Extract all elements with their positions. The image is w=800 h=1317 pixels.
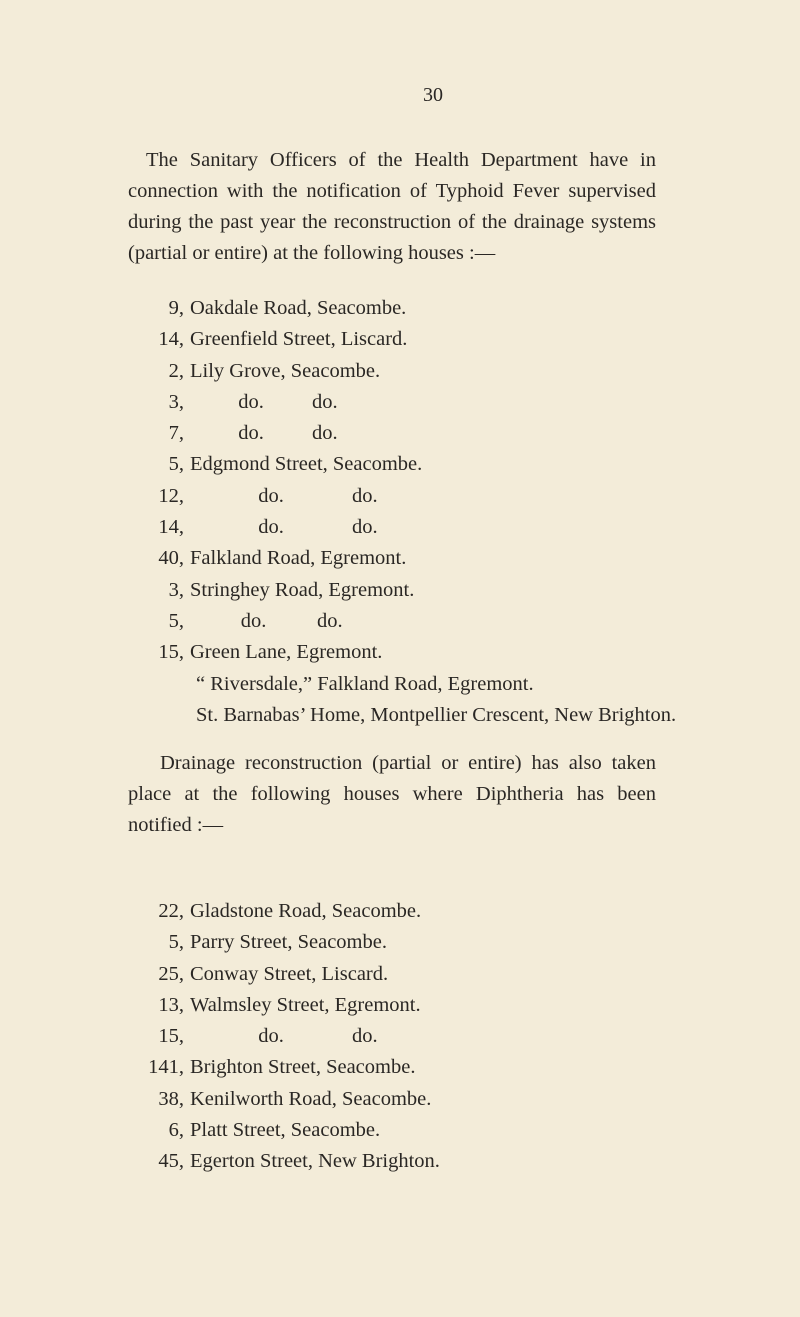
house-number: 12,: [158, 484, 184, 507]
address: Conway Street, Liscard.: [190, 962, 389, 985]
address: Greenfield Street, Liscard.: [190, 328, 408, 351]
list-item: [128, 575, 688, 606]
address: Kenilworth Road, Seacombe.: [190, 1087, 432, 1110]
house-number: 40,: [158, 547, 184, 570]
address: Green Lane, Egremont.: [190, 641, 383, 664]
address: Lily Grove, Seacombe.: [190, 359, 381, 382]
list-item: [128, 1146, 688, 1177]
house-number: 2,: [168, 359, 184, 382]
page-number: 30: [423, 84, 443, 106]
typhoid-paragraph-text: The Sanitary Officers of the Health Department have in connection with the notification of Typhoid Fever supervised during the past year the reconstruction of the drainage systems (partial or entire) at the following houses :—: [128, 149, 656, 264]
ditto-mark: do.: [352, 484, 378, 507]
list-item: [128, 896, 688, 927]
address: Edgmond Street, Seacombe.: [190, 453, 423, 476]
list-item: [128, 356, 688, 387]
house-number: 22,: [158, 900, 184, 922]
address: Stringhey Road, Egremont.: [190, 578, 415, 601]
house-number: 13,: [158, 993, 184, 1016]
address: Brighton Street, Seacombe.: [190, 1056, 416, 1079]
address: “ Riversdale,” Falkland Road, Egremont.: [196, 672, 534, 695]
house-number: 14,: [158, 516, 184, 539]
typhoid-paragraph: [128, 145, 656, 269]
list-item: [128, 637, 688, 668]
house-number: 3,: [168, 578, 184, 601]
list-item: [128, 700, 688, 731]
house-number: 5,: [168, 609, 184, 632]
ditto-mark: do.: [238, 422, 264, 445]
list-item: [128, 512, 688, 543]
address: Oakdale Road, Seacombe.: [190, 297, 407, 319]
house-number: 15,: [158, 1025, 184, 1048]
address: Falkland Road, Egremont.: [190, 547, 407, 570]
ditto-mark: do.: [352, 1025, 378, 1048]
house-number: 141,: [148, 1056, 184, 1079]
diphtheria-paragraph: [128, 748, 656, 841]
house-number: 5,: [168, 453, 184, 476]
typhoid-address-list: [128, 293, 688, 731]
list-item: [128, 990, 688, 1021]
house-number: 14,: [158, 328, 184, 351]
list-item: [128, 387, 688, 418]
list-item: [128, 959, 688, 990]
address: St. Barnabas’ Home, Montpellier Crescent, New Brighton.: [196, 703, 677, 726]
address: Walmsley Street, Egremont.: [190, 993, 421, 1016]
house-number: 45,: [158, 1150, 184, 1173]
list-item: [128, 449, 688, 480]
list-item: [128, 324, 688, 355]
address: Platt Street, Seacombe.: [190, 1119, 381, 1142]
list-item: [128, 927, 688, 958]
address: Egerton Street, New Brighton.: [190, 1150, 440, 1173]
list-item: [128, 669, 688, 700]
address: Gladstone Road, Seacombe.: [190, 900, 422, 922]
house-number: 7,: [168, 422, 184, 445]
list-item: [128, 418, 688, 449]
house-number: 3,: [168, 390, 184, 413]
house-number: 6,: [168, 1119, 184, 1142]
ditto-mark: do.: [238, 390, 264, 413]
house-number: 25,: [158, 962, 184, 985]
list-item: [128, 481, 688, 512]
ditto-mark: do.: [258, 1025, 284, 1048]
ditto-mark: do.: [317, 609, 343, 632]
ditto-mark: do.: [312, 422, 338, 445]
list-item: [128, 293, 688, 324]
ditto-mark: do.: [352, 516, 378, 539]
list-item: [128, 1052, 688, 1083]
list-item: [128, 1084, 688, 1115]
house-number: 38,: [158, 1087, 184, 1110]
list-item: [128, 543, 688, 574]
diphtheria-address-list: [128, 896, 688, 1178]
house-number: 9,: [168, 297, 184, 319]
ditto-mark: do.: [312, 390, 338, 413]
house-number: 15,: [158, 641, 184, 664]
diphtheria-paragraph-text: Drainage reconstruction (partial or entire) has also taken place at the following houses where Diphtheria has been notified :—: [128, 752, 656, 836]
list-item: [128, 1115, 688, 1146]
ditto-mark: do.: [258, 516, 284, 539]
ditto-mark: do.: [240, 609, 267, 632]
address: Parry Street, Seacombe.: [190, 931, 387, 954]
list-item: [128, 1021, 688, 1052]
house-number: 5,: [168, 931, 184, 954]
ditto-mark: do.: [258, 484, 284, 507]
list-item: [128, 606, 688, 637]
